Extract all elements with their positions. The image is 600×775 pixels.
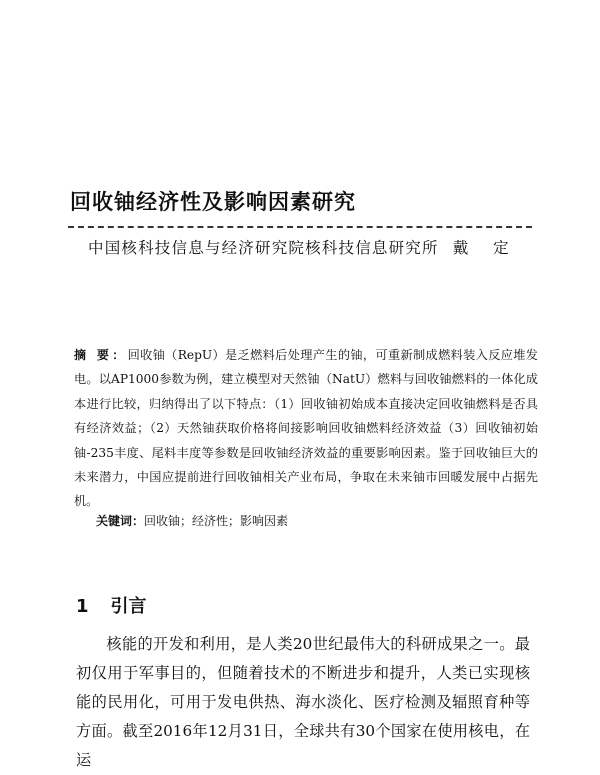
keywords-label: 关键词： bbox=[96, 514, 145, 528]
abstract-label: 摘 要： bbox=[74, 348, 128, 362]
section-title: 引言 bbox=[110, 596, 147, 617]
keywords-text: 回收铀；经济性；影响因素 bbox=[144, 514, 289, 528]
body-paragraph: 核能的开发和利用，是人类20世纪最伟大的科研成果之一。最初仅用于军事目的，但随着技术的不断进步和提升，人类已实现核能的民用化，可用于发电供热、海水淡化、医疗检测及辐照育种等方面。截至2016年12月31日，全球共有30个国家在使用核电，在运 bbox=[76, 635, 530, 769]
abstract bbox=[74, 343, 538, 514]
author-line bbox=[88, 236, 519, 258]
abstract-text: 回收铀（RepU）是乏燃料后处理产生的铀，可重新制成燃料装入反应堆发电。以AP1000参数为例，建立模型对天然铀（NatU）燃料与回收铀燃料的一体化成本进行比较，归纳得出了以下特点：（1）回收铀初始成本直接决定回收铀燃料是否具有经济效益；（2）天然铀获取价格将间接影响回收铀燃料经济效益（3）回收铀初始铀-235丰度、尾料丰度等参数是回收铀经济效益的重要影响因素。鉴于回收铀巨大的未来潜力，中国应提前进行回收铀相关产业布局，争取在未来铀市回暖发展中占据先机。 bbox=[74, 348, 538, 509]
author-name: 戴 定 bbox=[452, 239, 519, 257]
author-affiliation: 中国核科技信息与经济研究院核科技信息研究所 bbox=[88, 239, 439, 257]
section-heading bbox=[76, 592, 147, 618]
title-divider bbox=[68, 226, 532, 228]
section-number: 1 bbox=[76, 596, 89, 617]
paper-title: 回收铀经济性及影响因素研究 bbox=[70, 189, 356, 214]
keywords bbox=[96, 512, 288, 529]
